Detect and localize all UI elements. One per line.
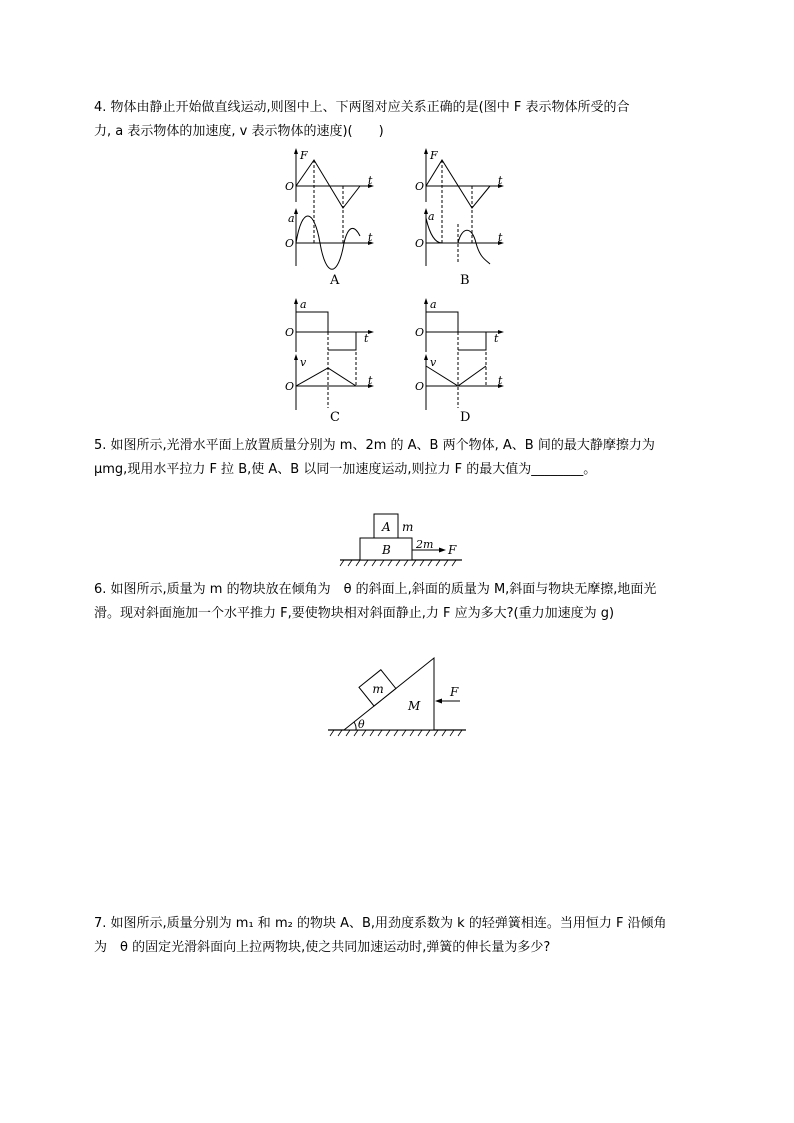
force-label: F	[448, 543, 457, 557]
axis-label-t: t	[368, 231, 373, 244]
block-a-mass: m	[402, 520, 414, 534]
question-4-text	[94, 96, 704, 144]
axis-label-f: F	[430, 149, 438, 162]
question-6-figure	[326, 652, 470, 742]
axis-label-t: t	[364, 332, 369, 345]
question-4-line-1: 4. 物体由静止开始做直线运动,则图中上、下两图对应关系正确的是(图中 F 表示物体所受的合	[94, 100, 630, 115]
question-5-line-2: μmg,现用水平拉力 F 拉 B,使 A、B 以同一加速度运动,则拉力 F 的最大值为________。	[94, 462, 597, 477]
question-6-text	[94, 578, 704, 626]
axis-label-o: O	[285, 180, 295, 193]
question-4-line-2: 力, a 表示物体的加速度, v 表示物体的速度)( )	[94, 124, 384, 139]
question-5-figure	[336, 508, 466, 570]
axis-label-t: t	[498, 231, 503, 244]
axis-label-o: O	[285, 326, 295, 339]
block-a-label: A	[382, 520, 391, 534]
question-7-text	[94, 912, 704, 960]
question-5-text	[94, 434, 704, 482]
question-6-line-2: 滑。现对斜面施加一个水平推力 F,要使物块相对斜面静止,力 F 应为多大?(重力加速度为 g)	[94, 606, 615, 621]
axis-label-t: t	[498, 174, 503, 187]
option-c-label: C	[330, 410, 340, 425]
axis-label-o: O	[285, 380, 295, 393]
question-6-line-1: 6. 如图所示,质量为 m 的物块放在倾角为 θ 的斜面上,斜面的质量为 M,斜面与物块无摩擦,地面光	[94, 582, 657, 597]
axis-label-a: a	[300, 298, 307, 311]
angle-label: θ	[358, 718, 365, 731]
question-5-line-1: 5. 如图所示,光滑水平面上放置质量分别为 m、2m 的 A、B 两个物体, A、B 间的最大静摩擦力为	[94, 438, 655, 453]
block-b-label: B	[382, 543, 391, 557]
axis-label-t: t	[498, 374, 503, 387]
axis-label-t: t	[368, 174, 373, 187]
axis-label-a: a	[430, 298, 437, 311]
option-c-graphs	[284, 296, 384, 412]
axis-label-v: v	[300, 356, 307, 369]
block-b-mass: 2m	[416, 538, 434, 551]
option-b-graphs	[414, 146, 514, 270]
axis-label-t: t	[368, 374, 373, 387]
question-7-line-1: 7. 如图所示,质量分别为 m₁ 和 m₂ 的物块 A、B,用劲度系数为 k 的轻弹簧相连。当用恒力 F 沿倾角	[94, 916, 667, 931]
option-d-graphs	[414, 296, 514, 412]
wedge-label: M	[408, 699, 421, 713]
axis-label-v: v	[430, 356, 437, 369]
question-7-line-2: 为 θ 的固定光滑斜面向上拉两物块,使之共同加速运动时,弹簧的伸长量为多少?	[94, 940, 551, 955]
push-force-arrow	[435, 699, 442, 704]
axis-label-o: O	[415, 380, 425, 393]
force-arrow	[439, 548, 446, 553]
axis-label-a: a	[428, 210, 435, 223]
option-a-graphs	[284, 146, 384, 270]
axis-label-a: a	[288, 212, 295, 225]
block-label: m	[372, 681, 384, 696]
axis-label-o: O	[285, 237, 295, 250]
axis-label-o: O	[415, 237, 425, 250]
axis-label-f: F	[300, 149, 308, 162]
option-d-label: D	[460, 410, 471, 425]
axis-label-t: t	[494, 332, 499, 345]
axis-label-o: O	[415, 326, 425, 339]
option-b-label: B	[460, 273, 470, 288]
force-label: F	[450, 685, 459, 699]
option-a-label: A	[330, 273, 340, 288]
axis-label-o: O	[415, 180, 425, 193]
